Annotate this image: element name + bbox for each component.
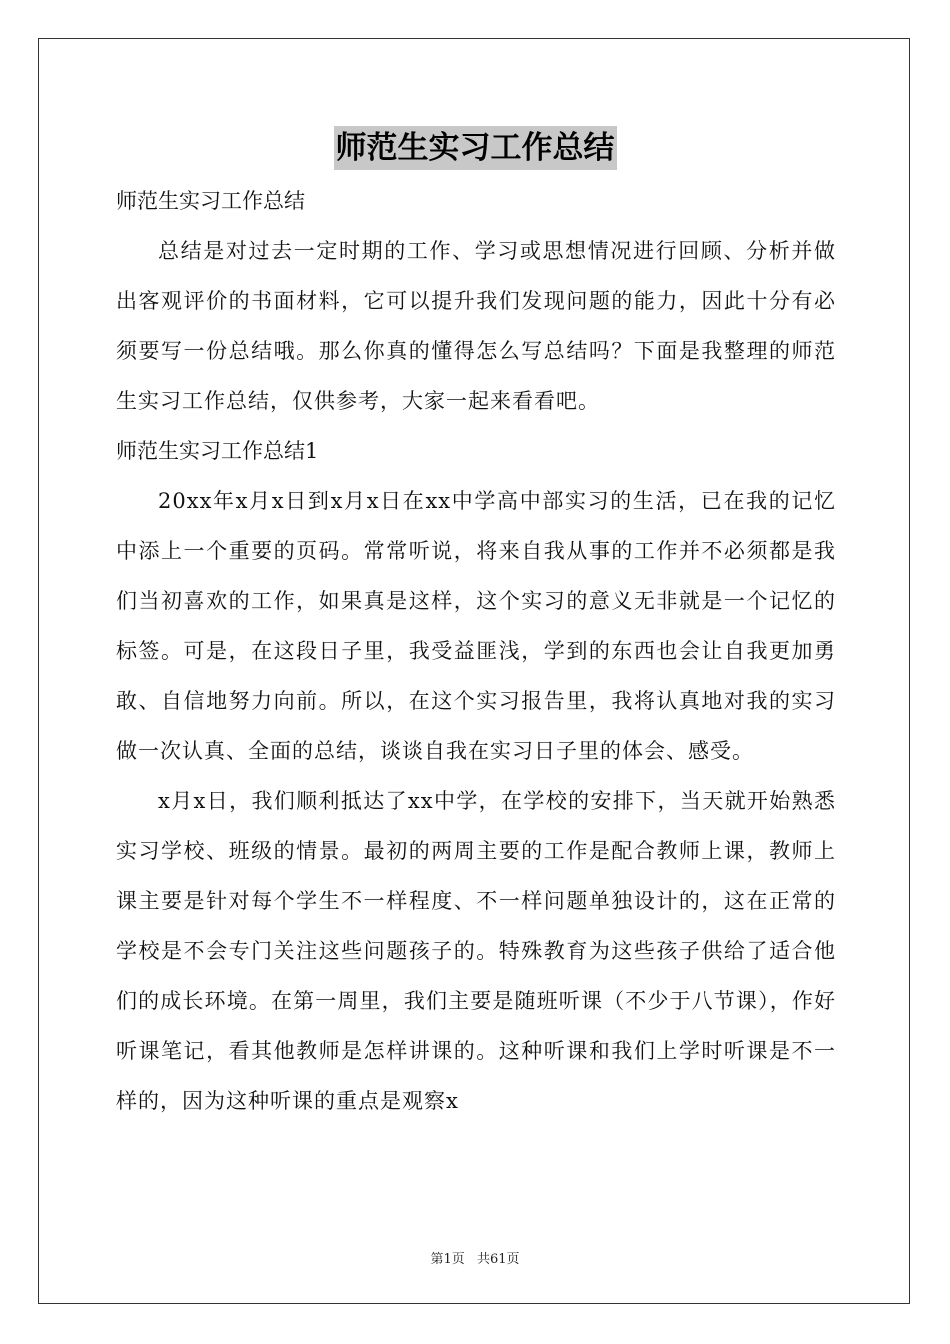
- document-title: 师范生实习工作总结: [334, 126, 617, 170]
- title-wrap: [0, 126, 950, 170]
- body-paragraph: 20xx年x月x日到x月x日在xx中学高中部实习的生活，已在我的记忆中添上一个重要的页码。常常听说，将来自我从事的工作并不必须都是我们当初喜欢的工作，如果真是这样，这个实习的意义无非就是一个记忆的标签。可是，在这段日子里，我受益匪浅，学到的东西也会让自我更加勇敢、自信地努力向前。所以，在这个实习报告里，我将认真地对我的实习做一次认真、全面的总结，谈谈自我在实习日子里的体会、感受。: [116, 489, 836, 763]
- document-subtitle: 师范生实习工作总结: [116, 189, 305, 213]
- page-total: 共61页: [476, 1252, 520, 1267]
- section-heading: 师范生实习工作总结1: [116, 439, 319, 463]
- document-body: [116, 176, 836, 1126]
- intro-paragraph: 总结是对过去一定时期的工作、学习或思想情况进行回顾、分析并做出客观评价的书面材料，它可以提升我们发现问题的能力，因此十分有必须要写一份总结哦。那么你真的懂得怎么写总结吗？下面是我整理的师范生实习工作总结，仅供参考，大家一起来看看吧。: [116, 239, 836, 413]
- page-footer: [0, 1248, 950, 1267]
- page-number: 第1页: [430, 1252, 465, 1267]
- body-paragraph: x月x日，我们顺利抵达了xx中学，在学校的安排下，当天就开始熟悉实习学校、班级的情景。最初的两周主要的工作是配合教师上课，教师上课主要是针对每个学生不一样程度、不一样问题单独设计的，这在正常的学校是不会专门关注这些问题孩子的。特殊教育为这些孩子供给了适合他们的成长环境。在第一周里，我们主要是随班听课（不少于八节课），作好听课笔记，看其他教师是怎样讲课的。这种听课和我们上学时听课是不一样的，因为这种听课的重点是观察x: [116, 789, 836, 1113]
